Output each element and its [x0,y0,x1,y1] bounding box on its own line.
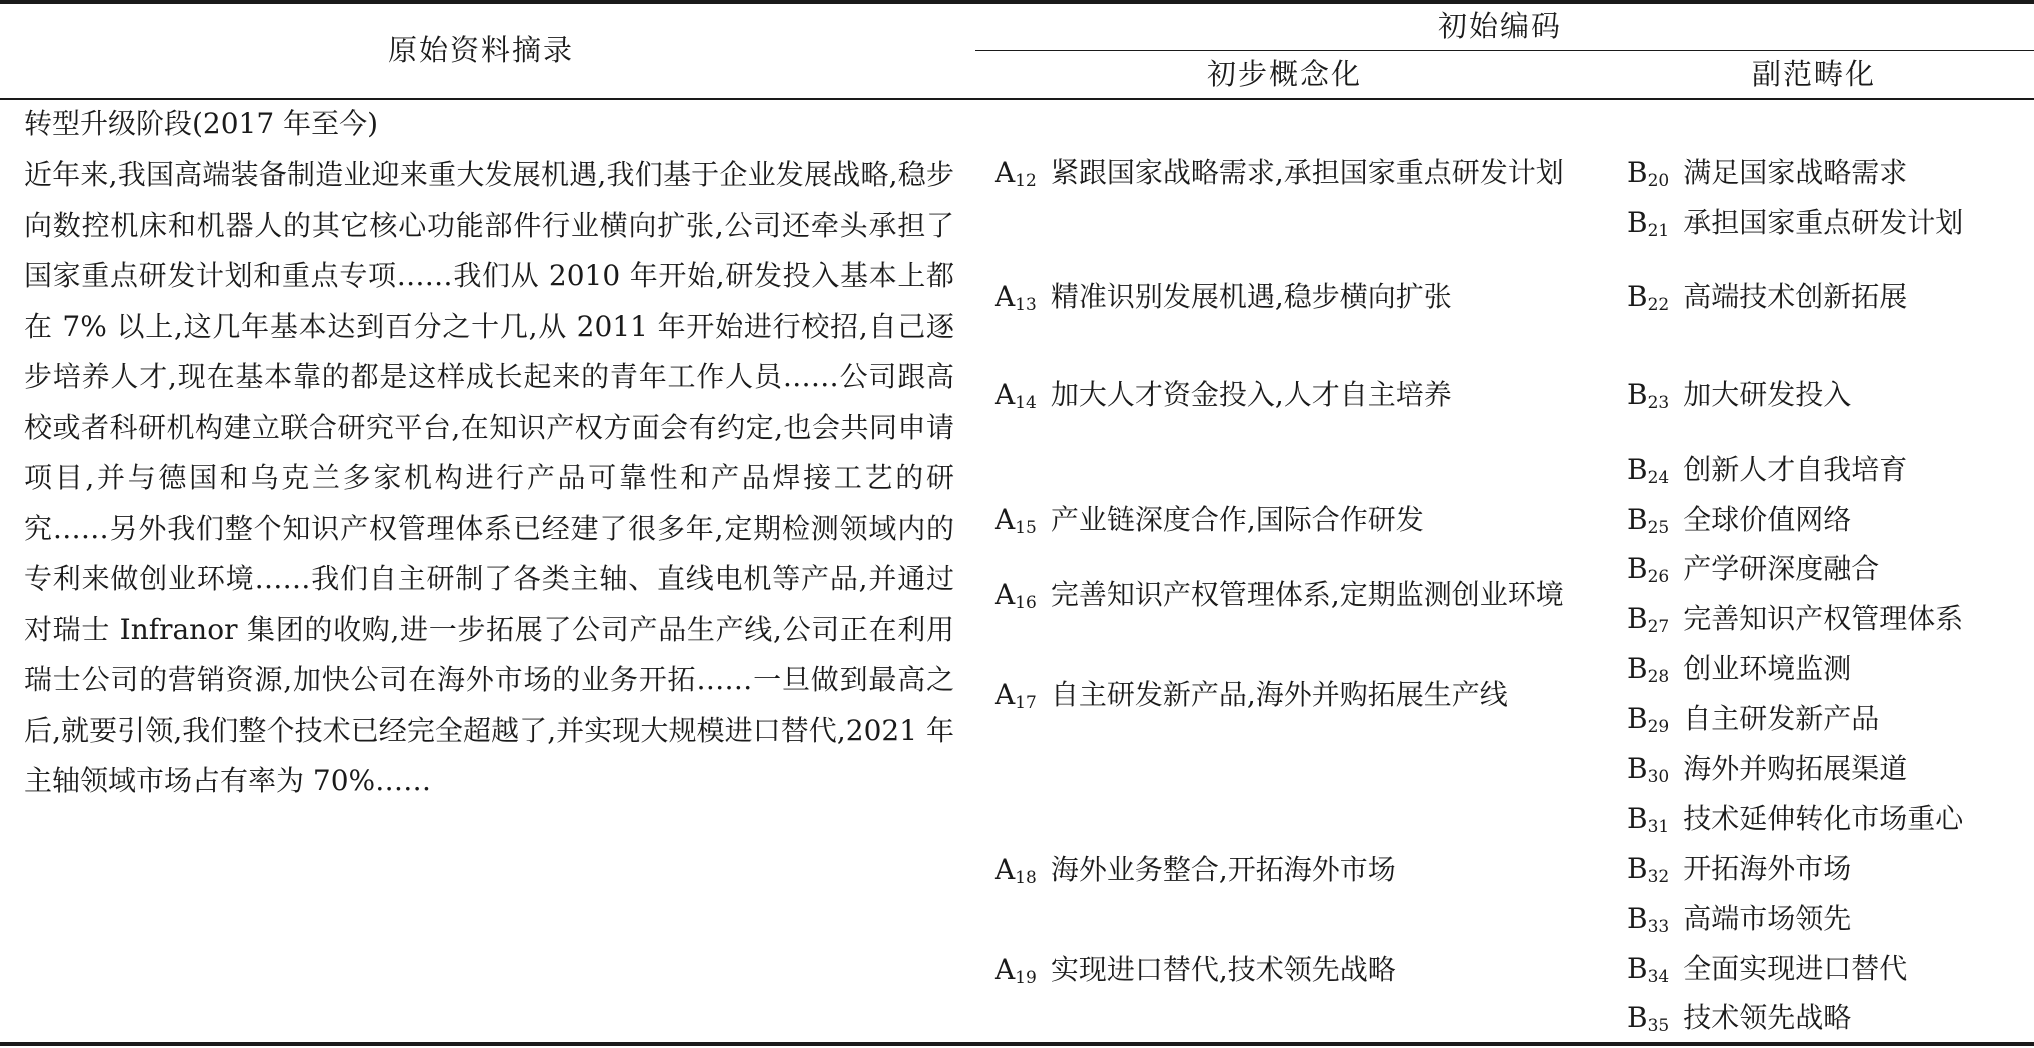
category-item [1627,277,2032,317]
header-concept: 初步概念化 [1207,57,1363,91]
coding-header-rule [975,50,2034,51]
category-code: $B_{35}$ [1627,1001,1670,1036]
concept-item [995,272,1585,322]
category-code: $B_{31}$ [1627,802,1670,837]
category-code: $B_{30}$ [1627,752,1670,787]
category-item [1627,375,2032,415]
category-item [1627,799,2032,839]
category-text: 技术领先战略 [1683,1001,1852,1034]
category-code: $B_{28}$ [1627,652,1670,687]
excerpt-paragraph: 近年来,我国高端装备制造业迎来重大发展机遇,我们基于企业发展战略,稳步向数控机床和机器人的其它核心功能部件行业横向扩张,公司还牵头承担了国家重点研发计划和重点专项……我们从 2010 年开始,研发投入基本上都在 7% 以上,这几年基本达到百分之十几,从 2011 年开始进行校招,自己逐步培养人才,现在基本靠的都是这样成长起来的青年工作人员……公司跟高校或者科研机构建立联合研究平台,在知识产权方面会有约定,也会共同申请项目,并与德国和乌克兰多家机构进行产品可靠性和产品焊接工艺的研究……另外我们整个知识产权管理体系已经建了很多年,定期检测领域内的专利来做创业环境……我们自主研制了各类主轴、直线电机等产品,并通过对瑞士 Infranor 集团的收购,进一步拓展了公司产品生产线,公司正在利用瑞士公司的营销资源,加快公司在海外市场的业务开拓……一旦做到最高之后,就要引领,我们整个技术已经完全超越了,并实现大规模进口替代,2021 年主轴领域市场占有率为 70%…… [24,158,954,797]
concept-code: $A_{17}$ [995,678,1037,713]
table-top-rule [0,0,2034,4]
category-code: $B_{34}$ [1627,952,1670,987]
category-code: $B_{32}$ [1627,852,1670,887]
category-text: 产学研深度融合 [1683,552,1880,585]
category-code: $B_{33}$ [1627,902,1670,937]
category-code: $B_{22}$ [1627,280,1670,315]
category-item [1627,549,2032,589]
category-item [1627,450,2032,490]
category-text: 自主研发新产品 [1683,702,1880,735]
category-item [1627,649,2032,689]
category-text: 全球价值网络 [1683,503,1852,536]
category-text: 创新人才自我培育 [1683,453,1908,486]
category-code: $B_{24}$ [1627,453,1670,488]
category-text: 技术延伸转化市场重心 [1683,802,1964,835]
category-text: 满足国家战略需求 [1683,156,1908,189]
concept-text: 紧跟国家战略需求,承担国家重点研发计划 [1050,156,1564,189]
concept-text: 产业链深度合作,国际合作研发 [1050,503,1424,536]
category-text: 高端市场领先 [1683,902,1852,935]
header-initial-coding: 初始编码 [1438,9,1563,43]
category-item [1627,500,2032,540]
category-text: 完善知识产权管理体系 [1683,602,1964,635]
concept-code: $A_{13}$ [995,280,1037,315]
concept-code: $A_{14}$ [995,378,1037,413]
concept-item [995,370,1585,420]
concept-item [995,945,1585,995]
concept-text: 精准识别发展机遇,稳步横向扩张 [1050,280,1452,313]
category-item [1627,749,2032,789]
category-text: 开拓海外市场 [1683,852,1852,885]
concept-item [995,148,1585,198]
category-text: 承担国家重点研发计划 [1683,206,1964,239]
category-item [1627,998,2032,1038]
concept-text: 加大人才资金投入,人才自主培养 [1050,378,1452,411]
concept-text: 实现进口替代,技术领先战略 [1050,953,1396,986]
category-item [1627,203,2032,243]
category-code: $B_{21}$ [1627,206,1670,241]
category-text: 创业环境监测 [1683,652,1852,685]
category-code: $B_{20}$ [1627,156,1670,191]
category-text: 加大研发投入 [1683,378,1852,411]
concept-code: $A_{12}$ [995,156,1037,191]
header-excerpt: 原始资料摘录 [388,33,575,67]
concept-code: $A_{16}$ [995,578,1037,613]
category-code: $B_{25}$ [1627,503,1670,538]
category-item [1627,899,2032,939]
stage-label: 转型升级阶段(2017 年至今) [24,107,379,140]
concept-code: $A_{15}$ [995,503,1037,538]
concept-code: $A_{19}$ [995,953,1037,988]
category-code: $B_{27}$ [1627,602,1670,637]
concept-item [995,570,1585,620]
concept-item [995,845,1585,895]
concept-text: 完善知识产权管理体系,定期监测创业环境 [1050,578,1564,611]
category-text: 高端技术创新拓展 [1683,280,1908,313]
concept-item [995,495,1585,545]
concept-item [995,670,1585,720]
category-text: 海外并购拓展渠道 [1683,752,1908,785]
category-text: 全面实现进口替代 [1683,952,1908,985]
category-item [1627,699,2032,739]
table-bottom-rule [0,1042,2034,1046]
category-item [1627,949,2032,989]
concept-text: 海外业务整合,开拓海外市场 [1050,853,1396,886]
category-code: $B_{23}$ [1627,378,1670,413]
category-item [1627,599,2032,639]
header-bottom-rule [0,98,2034,100]
concept-text: 自主研发新产品,海外并购拓展生产线 [1050,678,1508,711]
category-item [1627,849,2032,889]
category-item [1627,153,2032,193]
concept-code: $A_{18}$ [995,853,1037,888]
header-category: 副范畴化 [1752,57,1877,91]
category-code: $B_{29}$ [1627,702,1670,737]
category-code: $B_{26}$ [1627,552,1670,587]
